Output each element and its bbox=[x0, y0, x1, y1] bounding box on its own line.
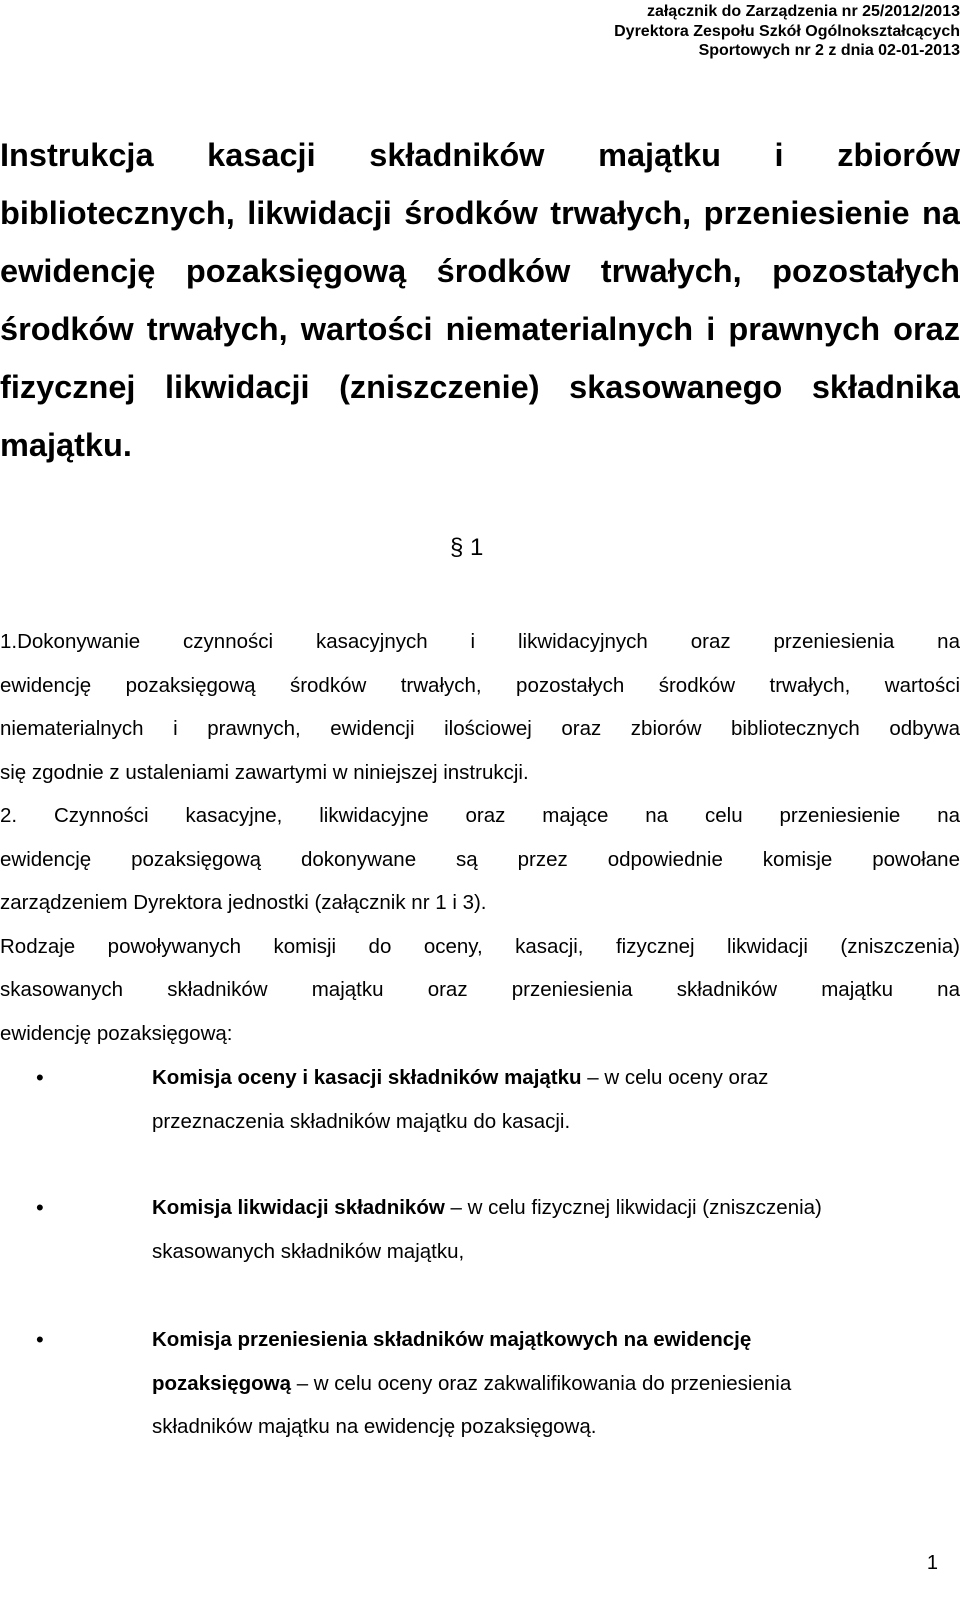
document-title bbox=[0, 126, 960, 474]
document-body bbox=[0, 620, 960, 1055]
bullet-icon: • bbox=[36, 1065, 44, 1090]
paragraph-line: ewidencję pozaksięgową: bbox=[0, 1021, 233, 1045]
page-number: 1 bbox=[926, 1552, 938, 1574]
paragraph-line: 2. Czynności kasacyjne, likwidacyjne oraz mające na celu przeniesienie na bbox=[0, 804, 960, 827]
bullet-icon: • bbox=[36, 1327, 44, 1352]
title-line: bibliotecznych, likwidacji środków trwałych, przeniesienie na bbox=[0, 195, 960, 231]
section-symbol: § bbox=[450, 534, 464, 561]
title-line: fizycznej likwidacji (zniszczenie) skasowanego składnika bbox=[0, 369, 960, 405]
list-item bbox=[0, 1056, 960, 1143]
list-item bbox=[0, 1318, 960, 1449]
list-item-line: skasowanych składników majątku, bbox=[152, 1239, 465, 1263]
list-item bbox=[0, 1186, 960, 1273]
paragraph-line: niematerialnych i prawnych, ewidencji ilościowej oraz zbiorów bibliotecznych odbywa bbox=[0, 717, 960, 740]
commission-name: Komisja likwidacji składników bbox=[152, 1196, 445, 1219]
commission-name: Komisja oceny i kasacji składników majątku bbox=[152, 1066, 582, 1089]
commission-purpose: – w celu fizycznej likwidacji (zniszczenia) bbox=[444, 1196, 822, 1219]
list-item-line bbox=[152, 1318, 960, 1362]
section-heading bbox=[450, 533, 483, 563]
attachment-line: Dyrektora Zespołu Szkół Ogólnokształcących bbox=[614, 22, 960, 40]
list-item-line bbox=[152, 1362, 960, 1406]
attachment-line: załącznik do Zarządzenia nr 25/2012/2013 bbox=[646, 3, 960, 20]
paragraph-line: 1.Dokonywanie czynności kasacyjnych i likwidacyjnych oraz przeniesienia na bbox=[0, 630, 960, 653]
list-item-line bbox=[152, 1186, 960, 1230]
bullet-icon: • bbox=[36, 1195, 44, 1220]
paragraph-line: ewidencję pozaksięgową środków trwałych, pozostałych środków trwałych, wartości bbox=[0, 673, 960, 697]
list-item-line: przeznaczenia składników majątku do kasacji. bbox=[152, 1109, 571, 1133]
title-line: ewidencję pozaksięgową środków trwałych, pozostałych bbox=[0, 253, 960, 289]
paragraph-line: zarządzeniem Dyrektora jednostki (załącznik nr 1 i 3). bbox=[0, 891, 487, 914]
section-number: 1 bbox=[470, 534, 484, 561]
attachment-note bbox=[614, 2, 960, 61]
title-line: środków trwałych, wartości niematerialnych i prawnych oraz bbox=[0, 311, 960, 347]
commission-purpose: – w celu oceny oraz zakwalifikowania do przeniesienia bbox=[291, 1371, 792, 1395]
paragraph-line: skasowanych składników majątku oraz przeniesienia składników majątku na bbox=[0, 978, 960, 1001]
commission-purpose: – w celu oceny oraz bbox=[581, 1066, 769, 1089]
list-item-line: składników majątku na ewidencję pozaksięgową. bbox=[152, 1415, 597, 1438]
paragraph-line: się zgodnie z ustaleniami zawartymi w niniejszej instrukcji. bbox=[0, 760, 529, 784]
paragraph-line: ewidencję pozaksięgową dokonywane są przez odpowiednie komisje powołane bbox=[0, 847, 960, 871]
commission-name-cont: pozaksięgową bbox=[152, 1371, 291, 1395]
commission-name: Komisja przeniesienia składników majątkowych na ewidencję bbox=[152, 1328, 752, 1351]
list-item-line bbox=[152, 1056, 960, 1100]
title-line: Instrukcja kasacji składników majątku i zbiorów bbox=[0, 137, 960, 173]
attachment-line: Sportowych nr 2 z dnia 02-01-2013 bbox=[698, 42, 960, 59]
paragraph-line: Rodzaje powoływanych komisji do oceny, kasacji, fizycznej likwidacji (zniszczenia) bbox=[0, 934, 960, 958]
title-line: majątku. bbox=[0, 427, 132, 463]
